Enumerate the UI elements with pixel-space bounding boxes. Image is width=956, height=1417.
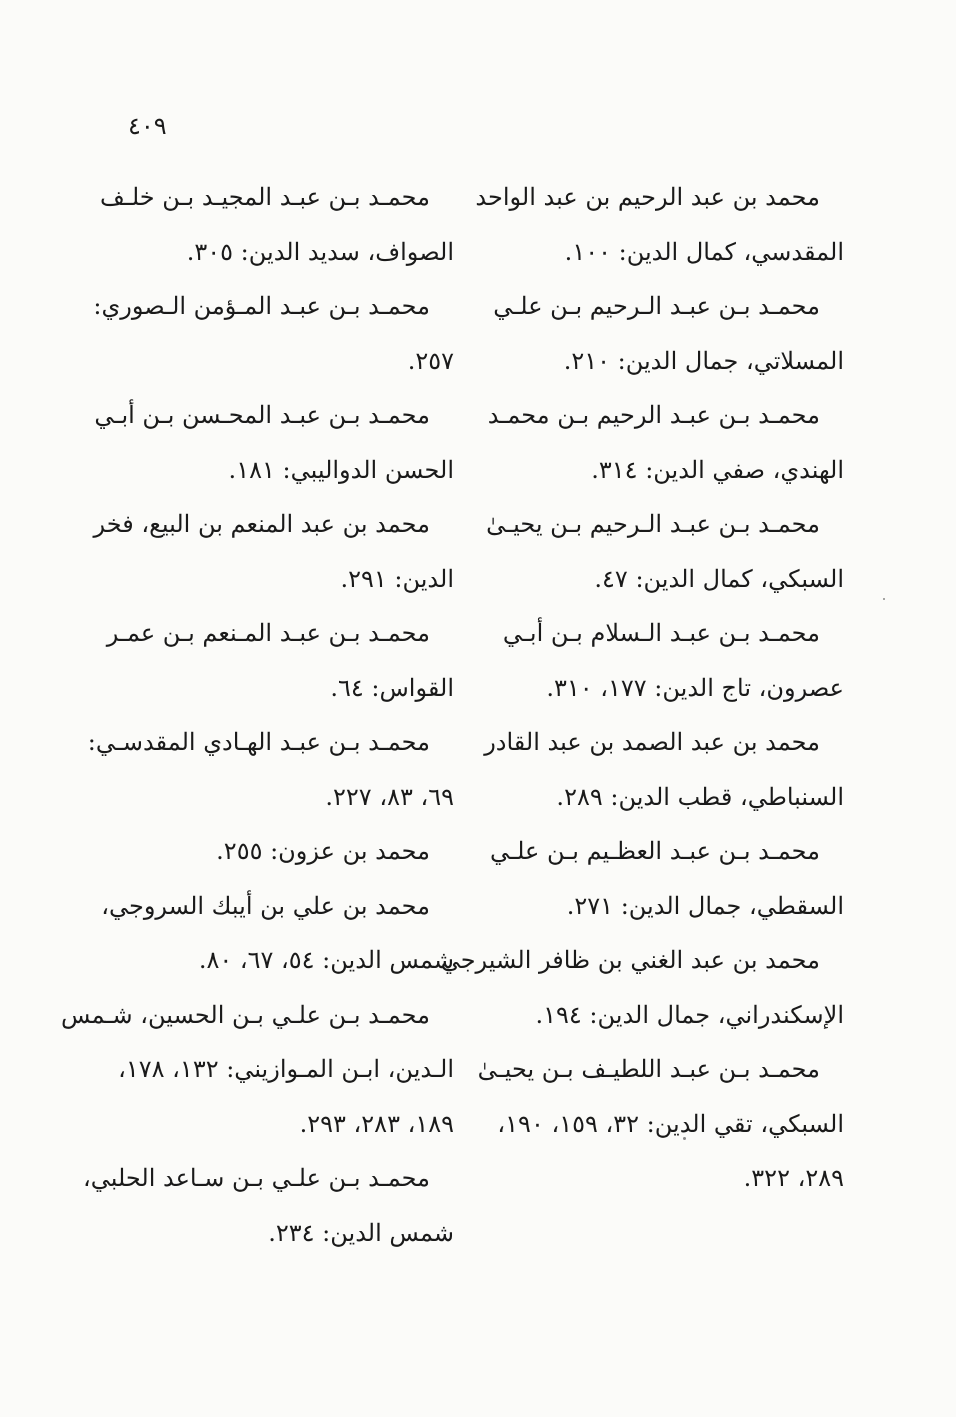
entry-continuation-line: الإسكندراني، جمال الدين: ١٩٤. [535, 1000, 844, 1029]
entry-headword-line: محمد بن عبد الرحيم بن عبد الواحد [475, 183, 820, 211]
entry-continuation-line: المسلاتي، جمال الدين: ٢١٠. [563, 346, 844, 375]
index-entry [106, 606, 454, 715]
paper-speck [683, 1137, 686, 1140]
entry-continuation-line: السبكي، كمال الدين: ٤٧. [594, 564, 844, 593]
entry-continuation-line: ٢٨٩، ٣٢٢. [743, 1164, 844, 1192]
index-column-right [440, 170, 844, 1206]
index-entry [126, 824, 454, 879]
entry-continuation-line: عصرون، تاج الدين: ١٧٧، ٣١٠. [546, 673, 844, 702]
entry-headword-line: محمد بن عبد الصمد بن عبد القادر [484, 728, 820, 756]
entry-headword-line: محمـد بـن عبـد المحـسن بـن أبـي [94, 401, 430, 429]
entry-headword-line: محمـد بـن عبـد الـسلام بـن أبـي [502, 619, 820, 647]
index-entry [101, 879, 454, 988]
index-entry [440, 933, 844, 1042]
index-entry [94, 388, 454, 497]
entry-continuation-line: الـدين، ابـن المـوازيني: ١٣٢، ١٧٨، [118, 1055, 454, 1083]
index-entry [484, 715, 844, 824]
entry-continuation-line: المقدسي، كمال الدين: ١٠٠. [564, 237, 844, 266]
entry-headword-line: محمـد بـن علـي بـن الحسين، شـمس [60, 1000, 430, 1029]
entry-continuation-line: شمس الدين: ٥٤، ٦٧، ٨٠. [198, 946, 454, 974]
index-entry [93, 497, 454, 606]
entry-headword-line: محمـد بـن عبـد المجيـد بـن خلـف [99, 183, 430, 211]
entry-continuation-line: الحسن الدواليبي: ١٨١. [228, 455, 454, 484]
entry-continuation-line: الهندي، صفي الدين: ٣١٤. [591, 455, 844, 484]
index-entry [502, 606, 844, 715]
entry-continuation-line: ٦٩، ٨٣، ٢٢٧. [325, 782, 454, 811]
entry-continuation-line: السنباطي، قطب الدين: ٢٨٩. [556, 782, 844, 811]
index-entry [493, 279, 844, 388]
entry-headword-line: محمـد بـن عبـد المـؤمن الـصوري: [93, 292, 430, 320]
index-entry [82, 1151, 454, 1260]
entry-headword-line: محمـد بـن عبـد العظـيم بـن علـي [490, 837, 820, 865]
index-entry [60, 988, 454, 1152]
entry-headword-line: محمـد بـن عبـد الرحيم بـن محمـد [487, 401, 820, 429]
entry-continuation-line: ٢٥٧. [407, 346, 454, 375]
index-entry [477, 1042, 844, 1206]
entry-continuation-line: الصواف، سديد الدين: ٣٠٥. [186, 237, 454, 266]
index-entry [490, 824, 844, 933]
index-entry [99, 170, 454, 279]
index-entry [87, 715, 454, 824]
entry-headword-line: محمد بن عزون: ٢٥٥. [216, 837, 430, 865]
entry-continuation-line: السبكي، تقي الدين: ٣٢، ١٥٩، ١٩٠، [497, 1109, 844, 1138]
entry-headword-line: محمـد بـن عبـد اللطيـف بـن يحيـىٰ [477, 1055, 820, 1083]
index-entry [486, 497, 844, 606]
entry-headword-line: محمـد بـن عبـد الهـادي المقدسـي: [87, 728, 430, 756]
entry-continuation-line: الدين: ٢٩١. [340, 564, 454, 593]
entry-headword-line: محمد بن عبد الغني بن ظافر الشيرجي [440, 946, 820, 974]
index-entry [487, 388, 844, 497]
entry-headword-line: محمد بن عبد المنعم بن البيع، فخر [93, 510, 430, 538]
index-column-left [60, 170, 454, 1260]
index-entry [93, 279, 454, 388]
entry-continuation-line: القواس: ٦٤. [330, 673, 454, 702]
entry-headword-line: محمـد بـن عبـد المـنعم بـن عمـر [106, 619, 430, 647]
entry-headword-line: محمـد بـن علـي بـن سـاعد الحلبي، [82, 1164, 430, 1192]
entry-continuation-line: السقطي، جمال الدين: ٢٧١. [566, 891, 844, 920]
entry-headword-line: محمـد بـن عبـد الـرحيم بـن يحيـىٰ [486, 510, 820, 538]
paper-speck [883, 598, 885, 600]
index-entry [475, 170, 844, 279]
page-number: ٤٠٩ [128, 112, 167, 140]
entry-continuation-line: شمس الدين: ٢٣٤. [268, 1218, 454, 1247]
entry-headword-line: محمد بن علي بن أيبك السروجي، [101, 891, 430, 920]
entry-headword-line: محمـد بـن عبـد الـرحيم بـن علـي [493, 292, 820, 320]
entry-continuation-line: ١٨٩، ٢٨٣، ٢٩٣. [299, 1109, 454, 1138]
